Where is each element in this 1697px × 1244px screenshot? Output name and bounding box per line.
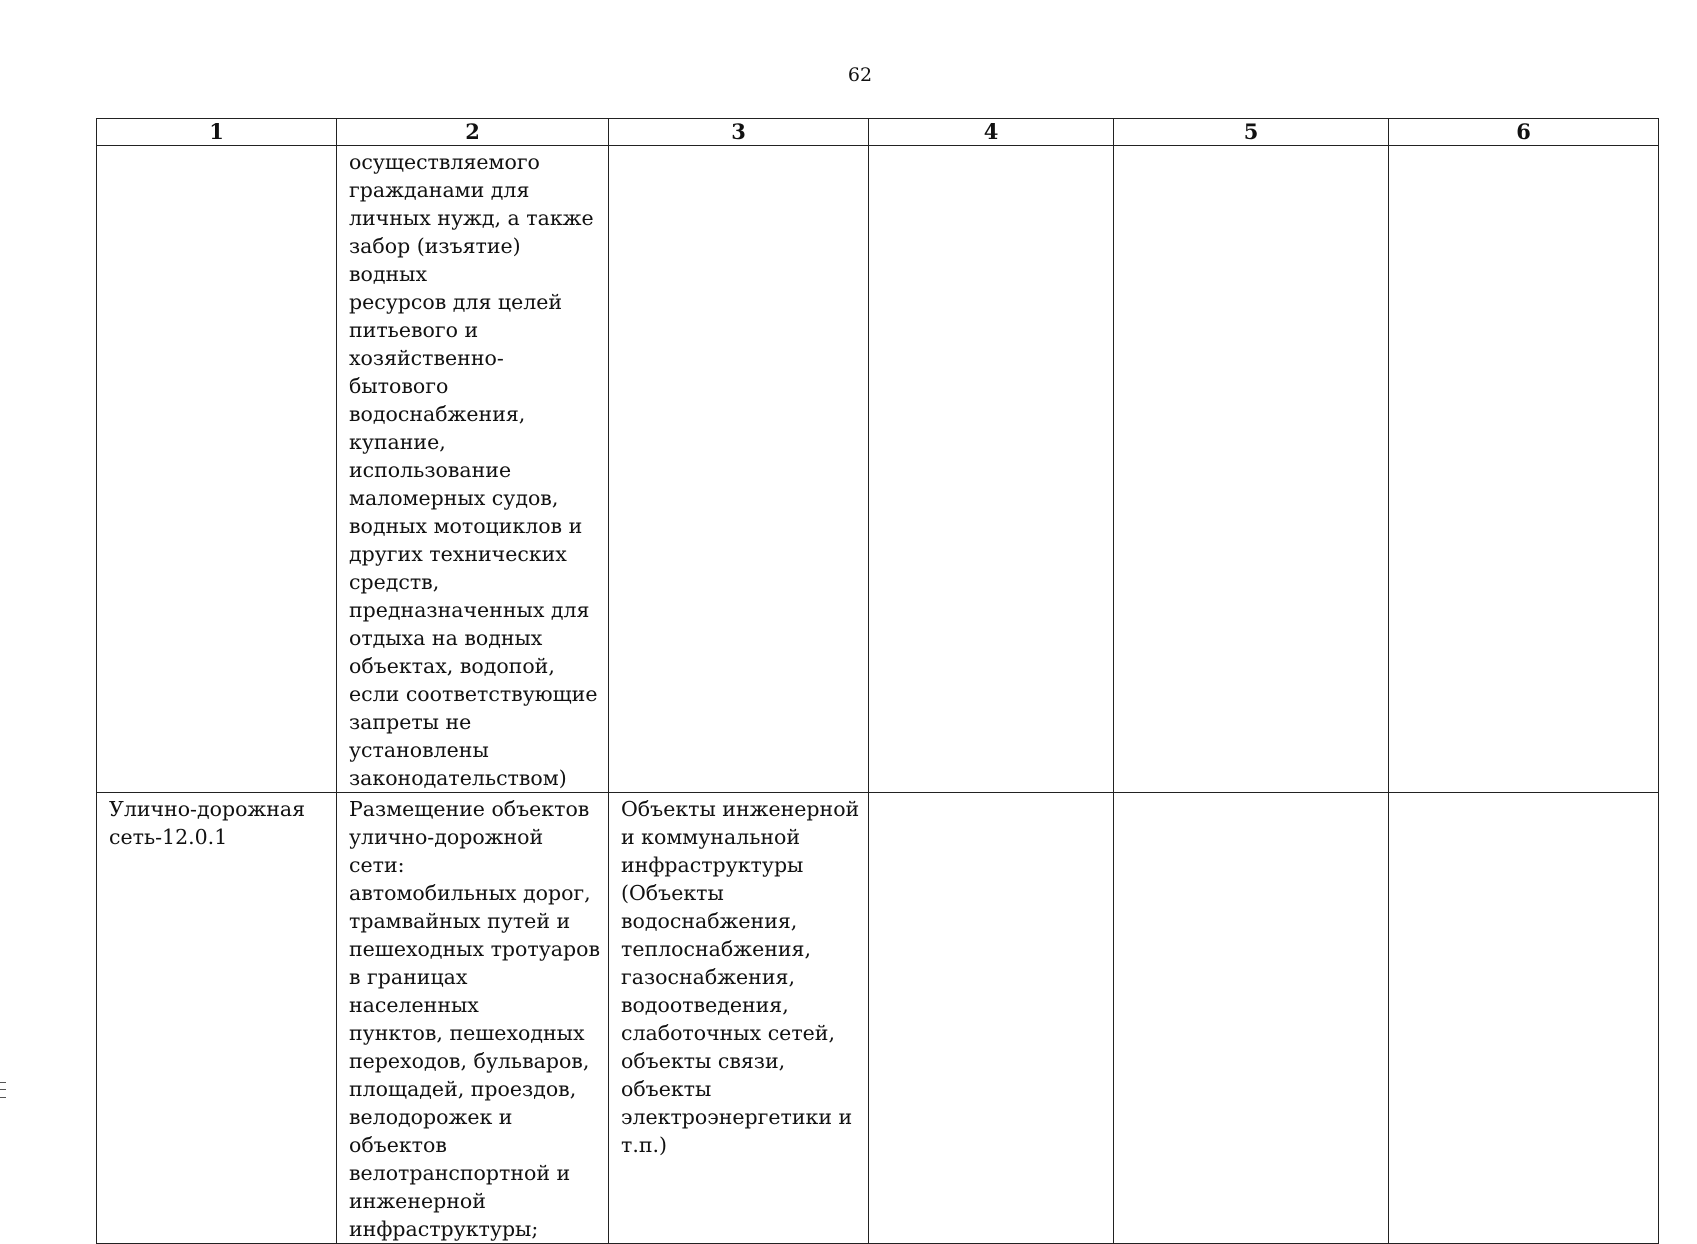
table-cell xyxy=(1114,146,1389,793)
table-cell xyxy=(609,146,869,793)
table-header-row xyxy=(97,119,1659,146)
page-number: 62 xyxy=(847,64,873,86)
cell-text: Улично-дорожная сеть-12.0.1 xyxy=(109,797,306,849)
table-cell xyxy=(97,793,337,1244)
column-header-6: 6 xyxy=(1389,119,1659,146)
column-header-3: 3 xyxy=(609,119,869,146)
table-row xyxy=(97,146,1659,793)
column-header-4: 4 xyxy=(869,119,1114,146)
table-cell xyxy=(609,793,869,1244)
column-header-1: 1 xyxy=(97,119,337,146)
table-cell xyxy=(337,793,609,1244)
cell-text: Объекты инженерной и коммунальной инфраструктуры (Объекты водоснабжения, теплоснабжения, газоснабжения, водоотведения, слаботочных сетей, объекты связи, объекты электроэнергетики и т.п.) xyxy=(621,797,860,1157)
table-cell xyxy=(97,146,337,793)
column-header-2: 2 xyxy=(337,119,609,146)
table-cell xyxy=(337,146,609,793)
table-cell xyxy=(869,146,1114,793)
table-cell xyxy=(1114,793,1389,1244)
scan-edge-mark xyxy=(0,1082,6,1098)
table-row xyxy=(97,793,1659,1244)
table-cell xyxy=(869,793,1114,1244)
zoning-table xyxy=(96,118,1659,1244)
cell-text: осуществляемого гражданами для личных нужд, а также забор (изъятие) водных ресурсов для целей питьевого и хозяйственно-бытового водоснабжения, купание, использование маломерных судов, водных мотоциклов и других технических средств, предназначенных для отдыха на водных объектах, водопой, если соответствующие запреты не установлены законодательством) xyxy=(349,150,598,790)
cell-text: Размещение объектов улично-дорожной сети: автомобильных дорог, трамвайных путей и пешеходных тротуаров в границах населенных пунктов, пешеходных переходов, бульваров, площадей, проездов, велодорожек и объектов велотранспортной и инженерной инфраструктуры; xyxy=(349,797,601,1241)
table-cell xyxy=(1389,146,1659,793)
table-cell xyxy=(1389,793,1659,1244)
column-header-5: 5 xyxy=(1114,119,1389,146)
